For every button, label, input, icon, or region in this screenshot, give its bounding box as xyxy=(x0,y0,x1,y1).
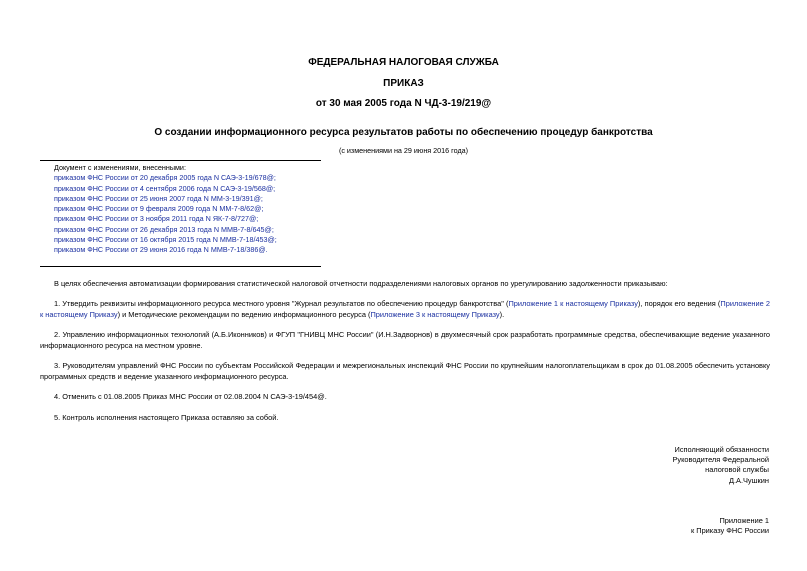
signature-block xyxy=(569,445,769,486)
amended-note: (с изменениями на 29 июня 2016 года) xyxy=(338,146,469,155)
change-link[interactable]: приказом ФНС России от 29 июня 2016 года N ММВ-7-18/386@. xyxy=(54,245,268,255)
appendix-3-link[interactable]: Приложение 3 к настоящему Приказу xyxy=(370,309,500,319)
signature-line: налоговой службы xyxy=(705,465,769,475)
paragraph-3: 3. Руководителям управлений ФНС России по субъектам Российской Федерации и межрегиональных инспекций ФНС России по крупнейшим налогоплательщикам в срок до 01.08.2005 обеспечить установку программных средств и ведение указанного информационного ресурса. xyxy=(40,361,770,381)
appendix-number: Приложение 1 xyxy=(719,516,769,525)
change-link[interactable]: приказом ФНС России от 9 февраля 2009 года N ММ-7-8/62@; xyxy=(54,204,264,214)
paragraph-2: 2. Управлению информационных технологий (А.Б.Иконников) и ФГУП "ГНИВЦ МНС России" (И.Н.Задворнов) в двухмесячный срок разработать программные средства, обеспечивающие ведение указанного информационного ресурса на местном уровне. xyxy=(40,330,770,350)
change-link[interactable]: приказом ФНС России от 4 сентября 2006 года N САЭ-3-19/568@; xyxy=(54,183,276,193)
preamble: В целях обеспечения автоматизации формирования статистической налоговой отчетности подразделениями налоговых органов по урегулированию задолженности приказываю: xyxy=(54,279,668,288)
change-link[interactable]: приказом ФНС России от 3 ноября 2011 года N ЯК-7-8/727@; xyxy=(54,214,259,224)
changes-block xyxy=(54,163,354,256)
paragraph-5: 5. Контроль исполнения настоящего Приказа оставляю за собой. xyxy=(54,413,279,422)
doc-title: О создании информационного ресурса результатов работы по обеспечению процедур банкротства xyxy=(154,127,653,138)
appendix-reference: к Приказу ФНС России xyxy=(690,526,769,536)
changes-intro: Документ с изменениями, внесенными: xyxy=(54,163,186,172)
signatory-name: Д.А.Чушкин xyxy=(728,475,769,485)
appendix-2-link[interactable]: Приложение 2 к настоящему Приказу xyxy=(40,299,770,319)
signature-line: Руководителя Федеральной xyxy=(672,455,769,465)
paragraph-4: 4. Отменить с 01.08.2005 Приказ МНС России от 02.08.2004 N САЭ-3-19/454@. xyxy=(54,392,327,401)
bottom-divider xyxy=(40,266,321,267)
change-link[interactable]: приказом ФНС России от 16 октября 2015 года N ММВ-7-18/453@; xyxy=(54,235,277,245)
change-link[interactable]: приказом ФНС России от 20 декабря 2005 года N САЭ-3-19/678@; xyxy=(54,173,276,183)
change-link[interactable]: приказом ФНС России от 25 июня 2007 года N ММ-3-19/391@; xyxy=(54,193,263,203)
signature-line: Исполняющий обязанности xyxy=(674,445,769,454)
doc-type: ПРИКАЗ xyxy=(383,78,424,89)
appendix-1-link[interactable]: Приложение 1 к настоящему Приказу xyxy=(508,299,638,308)
top-divider xyxy=(40,160,321,161)
doc-date-number: от 30 мая 2005 года N ЧД-3-19/219@ xyxy=(315,98,492,109)
appendix-header xyxy=(569,516,769,536)
paragraph-1: 1. Утвердить реквизиты информационного ресурса местного уровня "Журнал результатов по обеспечению процедур банкротства" (Приложение 1 к настоящему Приказу), порядок его ведения (Приложение 2 к настоящему Приказу) и Методические рекомендации по ведению информационного ресурса (Приложение 3 к настоящему Приказу). xyxy=(40,299,770,319)
change-link[interactable]: приказом ФНС России от 26 декабря 2013 года N ММВ-7-8/645@; xyxy=(54,224,274,234)
agency-name: ФЕДЕРАЛЬНАЯ НАЛОГОВАЯ СЛУЖБА xyxy=(308,57,499,68)
